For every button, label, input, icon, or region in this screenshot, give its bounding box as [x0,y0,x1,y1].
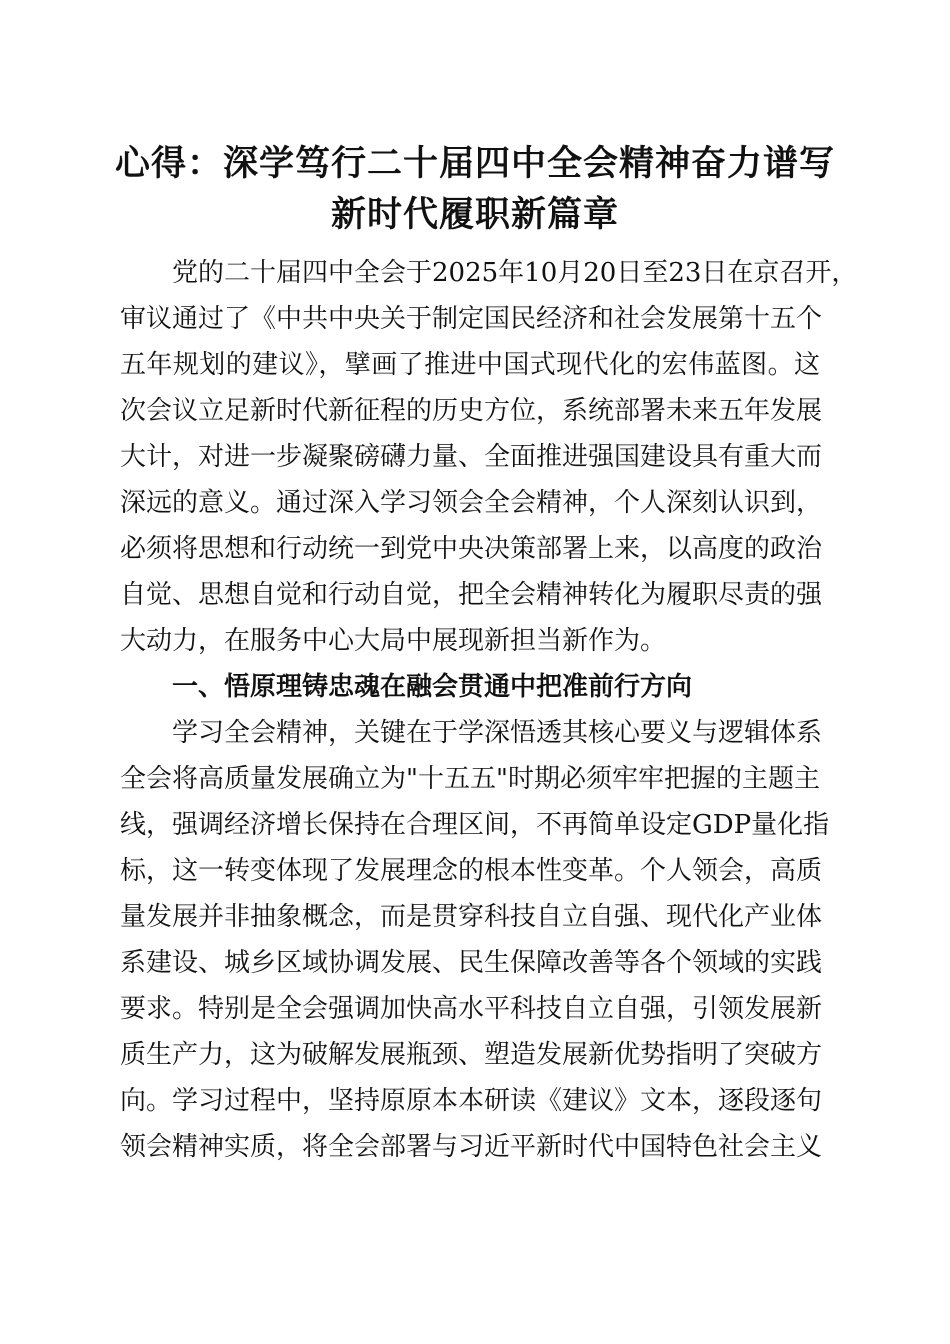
text-line: 要求。特别是全会强调加快高水平科技自立自强，引领发展新 [120,994,823,1024]
paragraph-section-1 [120,710,830,1170]
text-line: 标，这一转变体现了发展理念的根本性变革。个人领会，高质 [120,856,823,886]
text-line: 大计，对进一步凝聚磅礴力量、全面推进强国建设具有重大而 [120,442,823,472]
text-line: 审议通过了《中共中央关于制定国民经济和社会发展第十五个 [120,304,823,334]
paragraph-intro [120,250,858,664]
text-line: 向。学习过程中，坚持原原本本研读《建议》文本，逐段逐句 [120,1086,823,1116]
section-heading-1: 一、悟原理铸忠魂在融会贯通中把准前行方向 [172,672,693,702]
text-line: 学习全会精神，关键在于学深悟透其核心要义与逻辑体系 [172,718,823,748]
text-line: 量发展并非抽象概念，而是贯穿科技自立自强、现代化产业体 [120,902,823,932]
document-body [120,250,858,1170]
text-line: 深远的意义。通过深入学习领会全会精神，个人深刻认识到， [120,488,823,518]
text-line: 五年规划的建议》，擘画了推进中国式现代化的宏伟蓝图。这 [120,350,820,380]
document-title-line-1: 心得：深学笃行二十届四中全会精神奋力谱写 [114,144,835,184]
text-line: 系建设、城乡区域协调发展、民生保障改善等各个领域的实践 [120,948,823,978]
text-line: 自觉、思想自觉和行动自觉，把全会精神转化为履职尽责的强 [120,580,823,610]
text-line: 必须将思想和行动统一到党中央决策部署上来，以高度的政治 [120,534,823,564]
document-title-line-2: 新时代履职新篇章 [330,195,619,235]
text-line: 质生产力，这为破解发展瓶颈、塑造发展新优势指明了突破方 [120,1040,823,1070]
text-line: 次会议立足新时代新征程的历史方位，系统部署未来五年发展 [120,396,823,426]
text-line: 线，强调经济增长保持在合理区间，不再简单设定GDP量化指 [120,810,830,840]
text-line: 全会将高质量发展确立为"十五五"时期必须牢牢把握的主题主 [120,764,820,794]
text-line: 领会精神实质，将全会部署与习近平新时代中国特色社会主义 [120,1132,823,1162]
text-line: 大动力，在服务中心大局中展现新担当新作为。 [120,626,667,656]
text-line: 党的二十届四中全会于2025年10月20日至23日在京召开， [172,258,858,288]
